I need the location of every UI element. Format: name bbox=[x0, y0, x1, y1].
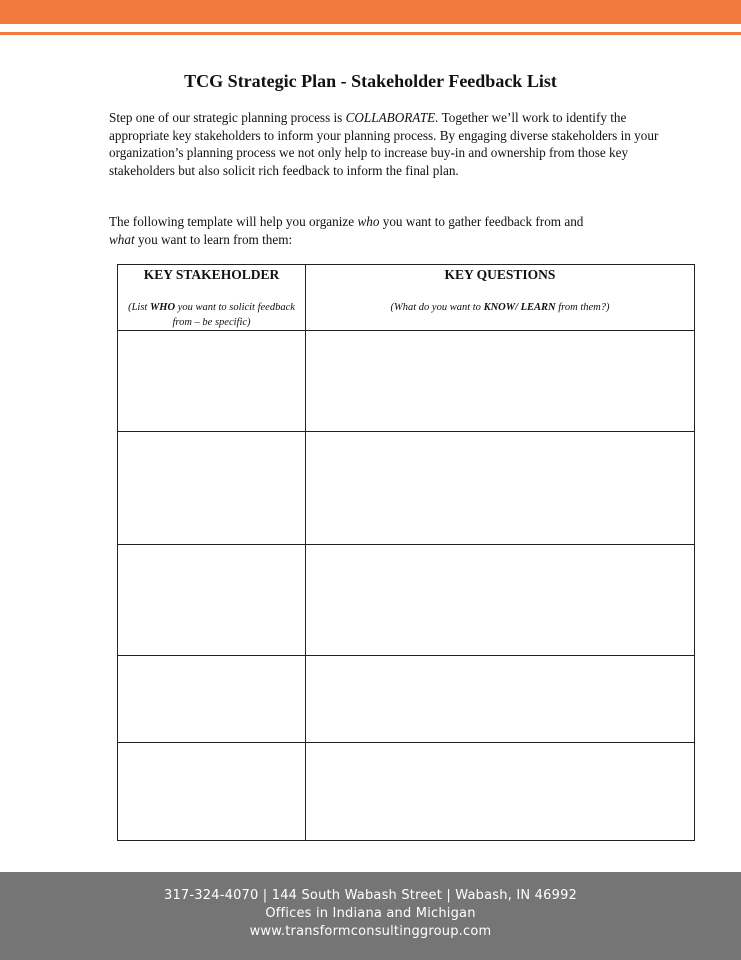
stakeholder-cell[interactable] bbox=[118, 656, 306, 743]
footer-offices: Offices in Indiana and Michigan bbox=[265, 906, 476, 921]
template-text-c: you want to learn from them: bbox=[134, 231, 293, 247]
questions-instruction-a: (What do you want to bbox=[390, 302, 484, 313]
table-row bbox=[118, 743, 695, 841]
footer-contact: 317-324-4070 | 144 South Wabash Street | Wabash, IN 46992 bbox=[163, 888, 578, 903]
stakeholder-cell[interactable] bbox=[118, 743, 306, 841]
questions-cell[interactable] bbox=[306, 656, 695, 743]
key-questions-instruction bbox=[306, 300, 694, 315]
stakeholder-cell[interactable] bbox=[118, 331, 306, 432]
table-header-row bbox=[118, 265, 695, 331]
page-title: TCG Strategic Plan - Stakeholder Feedback List bbox=[184, 71, 557, 91]
questions-cell[interactable] bbox=[306, 331, 695, 432]
intro-text-b: Together we’ll work to identify the appropriate key stakeholders to inform your planning process. By engaging diverse stakeholders in your organization’s planning process we not only help to increase buy-in and ownership from those key stakeholders but also solicit rich feedback to inform the final plan. bbox=[109, 110, 659, 178]
page-footer bbox=[0, 872, 741, 960]
template-paragraph bbox=[109, 213, 669, 248]
table-row bbox=[118, 331, 695, 432]
table-row bbox=[118, 656, 695, 743]
questions-cell[interactable] bbox=[306, 432, 695, 545]
key-stakeholder-heading: KEY STAKEHOLDER bbox=[143, 267, 280, 282]
table-row bbox=[118, 432, 695, 545]
template-text-a: The following template will help you organize bbox=[109, 214, 358, 229]
header-key-stakeholder bbox=[118, 265, 306, 331]
key-stakeholder-instruction bbox=[118, 300, 305, 330]
stakeholder-cell[interactable] bbox=[118, 545, 306, 656]
stakeholder-instruction-b: you want to solicit feedback from – be specific) bbox=[172, 302, 295, 328]
intro-text-a: Step one of our strategic planning process is bbox=[109, 110, 346, 125]
questions-instruction-b: from them?) bbox=[555, 302, 610, 313]
key-questions-heading: KEY QUESTIONS bbox=[444, 267, 556, 282]
intro-paragraph bbox=[109, 109, 669, 179]
header-accent-bar bbox=[0, 0, 741, 24]
footer-website-link[interactable]: www.transformconsultinggroup.com bbox=[249, 924, 492, 939]
questions-cell[interactable] bbox=[306, 545, 695, 656]
stakeholder-instruction-bold: WHO bbox=[149, 302, 176, 313]
header-accent-line bbox=[0, 32, 741, 35]
table-row bbox=[118, 545, 695, 656]
stakeholder-cell[interactable] bbox=[118, 432, 306, 545]
questions-cell[interactable] bbox=[306, 743, 695, 841]
template-text-b: you want to gather feedback from and bbox=[379, 214, 584, 229]
template-emphasis-what: what bbox=[109, 231, 135, 247]
template-emphasis-who: who bbox=[357, 214, 380, 229]
stakeholder-feedback-table bbox=[117, 264, 695, 841]
questions-instruction-bold: KNOW/ LEARN bbox=[483, 302, 556, 313]
stakeholder-instruction-a: (List bbox=[128, 302, 150, 313]
intro-emphasis-collaborate: COLLABORATE. bbox=[345, 110, 439, 125]
header-key-questions bbox=[306, 265, 695, 331]
